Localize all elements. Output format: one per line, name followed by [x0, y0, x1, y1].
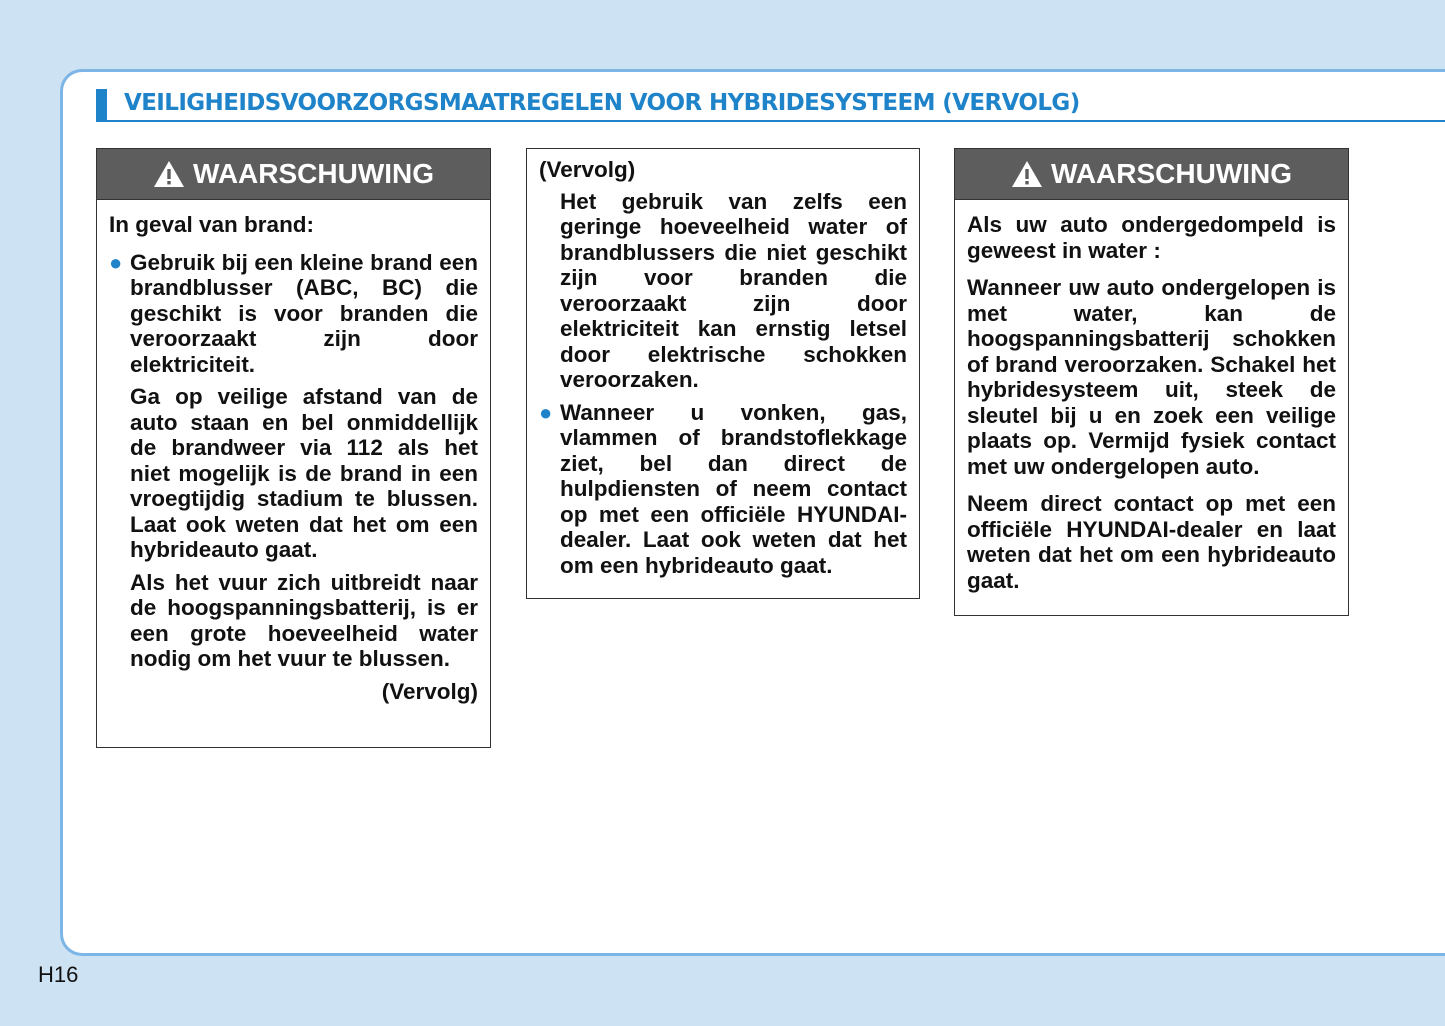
warning-body	[97, 200, 490, 727]
continued-body	[527, 149, 919, 601]
list-item-text: Gebruik bij een kleine brand een brandblusser (ABC, BC) die geschikt is voor branden die veroorzaakt zijn door elektriciteit.	[130, 249, 478, 377]
paragraph: Het gebruik van zelfs een geringe hoeveelheid water of brandblussers die niet geschikt zijn voor branden die veroorzaakt zijn door elektriciteit kan ernstig letsel door elektrische schokken veroorzaken.	[560, 188, 907, 392]
paragraph: Als het vuur zich uitbreidt naar de hoogspanningsbatterij, is er een grote hoeveelheid water nodig om het vuur te blussen.	[130, 569, 478, 671]
list-item-text: Wanneer u vonken, gas, vlammen of brandstoflekkage ziet, bel dan direct de hulpdiensten of neem contact op met een officiële HYUNDAI-dealer. Laat ook weten dat het om een hybrideauto gaat.	[560, 399, 907, 578]
warning-heading: WAARSCHUWING	[1050, 158, 1293, 189]
continued-label: (Vervolg)	[539, 157, 636, 182]
title-marker	[96, 89, 107, 120]
section-title-bar	[96, 86, 1445, 122]
warning-header	[955, 149, 1348, 200]
list-item	[539, 400, 907, 579]
page-number: H16	[38, 962, 79, 987]
warning-triangle-icon	[1011, 160, 1043, 188]
intro-text: Als uw auto ondergedompeld is geweest in water :	[967, 212, 1336, 263]
bullet-icon: ●	[109, 249, 123, 275]
warning-body	[955, 200, 1348, 616]
warning-box-flood	[954, 148, 1349, 616]
continued-box	[526, 148, 920, 599]
warning-triangle-icon	[153, 160, 185, 188]
intro-text: In geval van brand:	[109, 212, 315, 237]
paragraph: Neem direct contact op met een officiële HYUNDAI-dealer en laat weten dat het om een hybrideauto gaat.	[967, 491, 1336, 593]
warning-box-fire	[96, 148, 491, 748]
paragraph: Ga op veilige afstand van de auto staan en bel onmiddellijk de brandweer via 112 als het niet mogelijk is de brand in een vroegtijdig stadium te blussen. Laat ook weten dat het om een hybrideauto gaat.	[130, 384, 478, 562]
warning-header	[97, 149, 490, 200]
paragraph: Wanneer uw auto ondergelopen is met water, kan de hoogspanningsbatterij schokken of brand veroorzaken. Schakel het hybridesysteem uit, steek de sleutel bij u en zoek een veilige plaats op. Vermijd fysiek contact met uw ondergelopen auto.	[967, 275, 1336, 479]
page-title: VEILIGHEIDSVOORZORGSMAATREGELEN VOOR HYBRIDESYSTEEM (VERVOLG)	[124, 90, 1080, 116]
list-item	[109, 250, 478, 378]
warning-heading: WAARSCHUWING	[192, 158, 435, 189]
bullet-icon: ●	[539, 399, 553, 425]
continued-label: (Vervolg)	[381, 678, 478, 704]
